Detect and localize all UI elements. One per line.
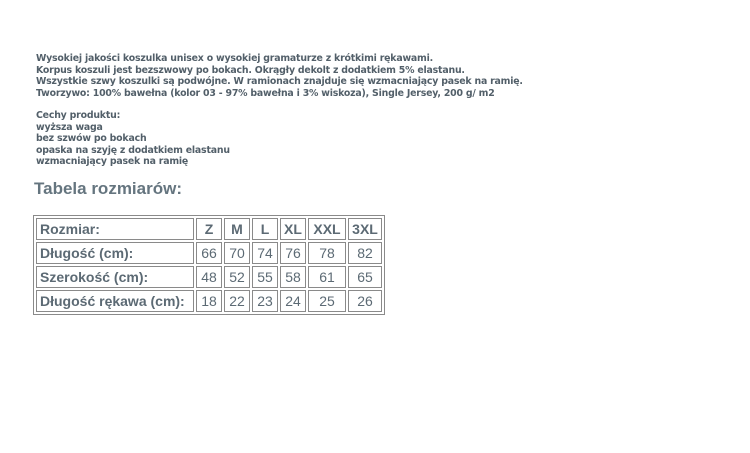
table-cell: 48: [196, 266, 222, 288]
size-table-title: Tabela rozmiarów:: [34, 179, 182, 198]
table-cell: 61: [308, 266, 346, 288]
size-table-header-row: [36, 218, 382, 240]
features-title: Cechy produktu:: [36, 110, 121, 121]
size-header-label: Rozmiar:: [36, 218, 194, 240]
product-features: [36, 110, 230, 168]
size-header-cell: M: [224, 218, 250, 240]
table-row: [36, 242, 382, 264]
row-label: Szerokość (cm):: [36, 266, 194, 288]
table-cell: 70: [224, 242, 250, 264]
table-cell: 65: [348, 266, 382, 288]
table-cell: 25: [308, 290, 346, 312]
size-table: [33, 215, 385, 315]
size-header-cell: 3XL: [348, 218, 382, 240]
table-cell: 58: [280, 266, 306, 288]
features-list: [36, 122, 230, 168]
table-row: [36, 266, 382, 288]
table-cell: 52: [224, 266, 250, 288]
size-header-cell: XXL: [308, 218, 346, 240]
size-header-cell: Z: [196, 218, 222, 240]
size-header-cell: XL: [280, 218, 306, 240]
table-cell: 18: [196, 290, 222, 312]
table-cell: 22: [224, 290, 250, 312]
description-line: Wszystkie szwy koszulki są podwójne. W ramionach znajduje się wzmacniający pasek na ramię.: [36, 76, 523, 88]
description-line: Wysokiej jakości koszulka unisex o wysokiej gramaturze z krótkimi rękawami.: [36, 53, 433, 64]
description-line: Korpus koszuli jest bezszwowy po bokach. Okrągły dekolt z dodatkiem 5% elastanu.: [36, 64, 465, 76]
table-cell: 82: [348, 242, 382, 264]
size-header-cell: L: [252, 218, 278, 240]
feature-item: wyższa waga: [36, 121, 103, 133]
feature-item: bez szwów po bokach: [36, 133, 147, 145]
feature-item: opaska na szyję z dodatkiem elastanu: [36, 144, 230, 156]
product-description: [36, 53, 726, 99]
table-cell: 76: [280, 242, 306, 264]
feature-item: wzmacniający pasek na ramię: [36, 156, 189, 168]
table-cell: 55: [252, 266, 278, 288]
table-row: [36, 290, 382, 312]
table-cell: 23: [252, 290, 278, 312]
row-label: Długość rękawa (cm):: [36, 290, 194, 312]
table-cell: 66: [196, 242, 222, 264]
table-cell: 26: [348, 290, 382, 312]
table-cell: 78: [308, 242, 346, 264]
description-line: Tworzywo: 100% bawełna (kolor 03 - 97% bawełna i 3% wiskoza), Single Jersey, 200 g/ m2: [36, 87, 495, 99]
table-cell: 74: [252, 242, 278, 264]
table-cell: 24: [280, 290, 306, 312]
row-label: Długość (cm):: [36, 242, 194, 264]
